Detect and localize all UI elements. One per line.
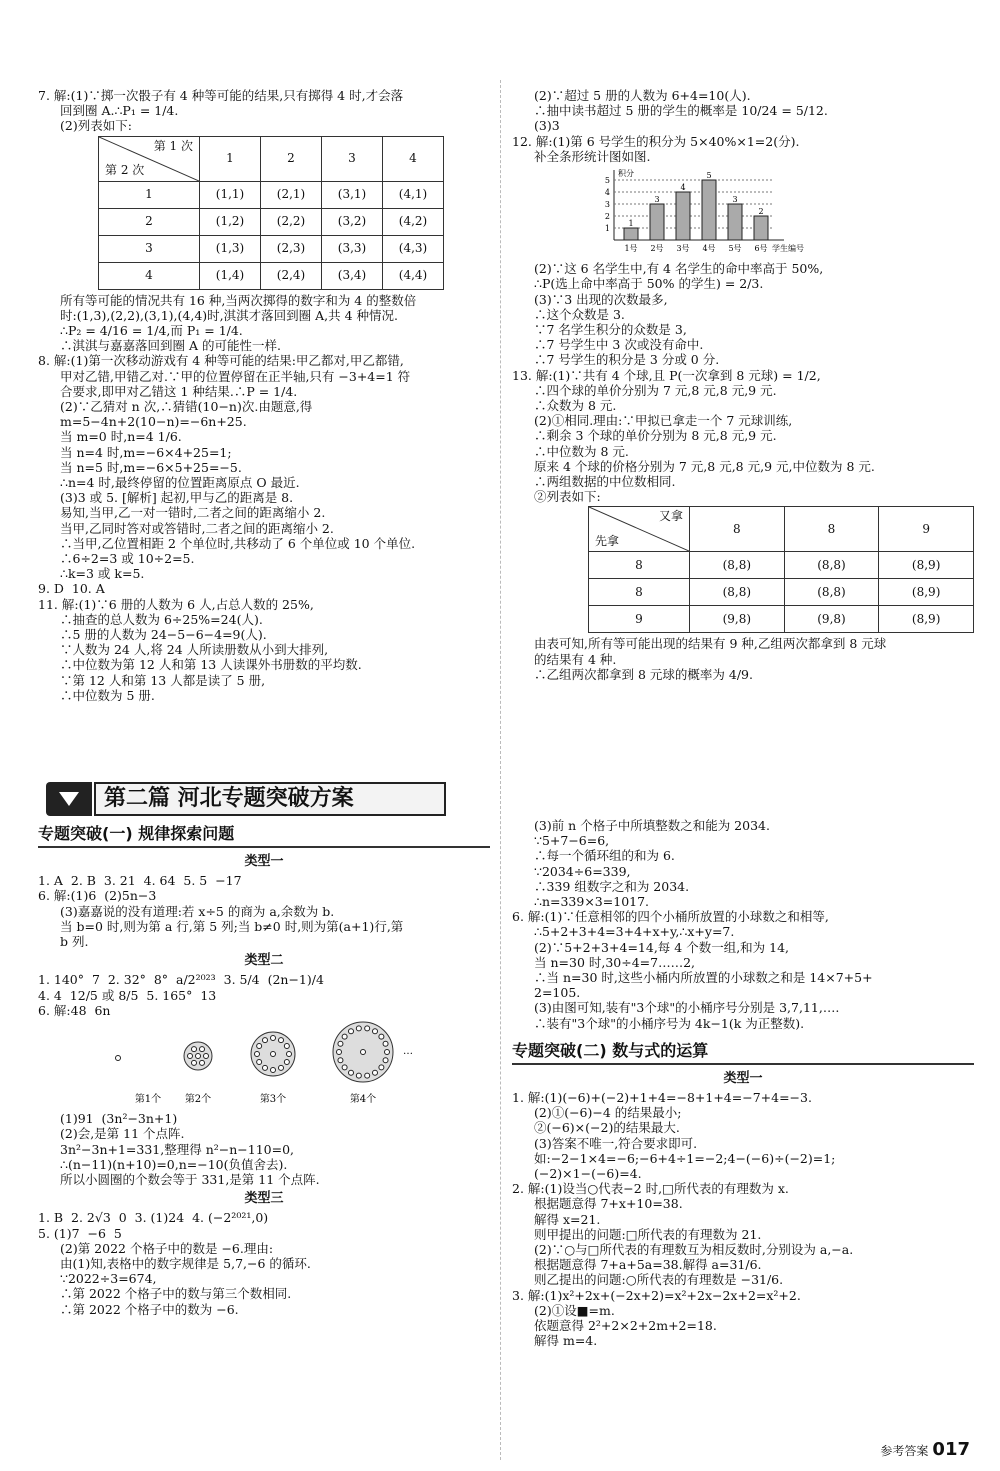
table-corner-cell [99, 136, 200, 181]
x-tick-label: 1号 [624, 244, 638, 254]
text-line: ∵2022÷3=674, [60, 1271, 157, 1287]
right-section-column [512, 818, 974, 1349]
text-line: 原来 4 个球的价格分别为 7 元,8 元,8 元,9 元,中位数为 8 元. [534, 458, 875, 474]
text-line: 所以小圆圈的个数会等于 331,是第 11 个点阵. [60, 1172, 320, 1188]
text-line: ∴剩余 3 个球的单价分别为 8 元,8 元,9 元. [534, 428, 777, 444]
text-line: ∴5+2+3+4=3+4+x+y,∴x+y=7. [534, 924, 735, 940]
figure-label: 第3个 [259, 1094, 287, 1106]
table-cell: (4,1) [383, 181, 444, 208]
text-line: (3)嘉嘉说的没有道理:若 x÷5 的商为 a,余数为 b. [60, 903, 335, 919]
text-line: 12. 解:(1)第 6 号学生的积分为 5×40%×1=2(分). [512, 133, 800, 149]
text-line: ∴(n−11)(n+10)=0,n=−10(负值舍去). [60, 1156, 288, 1172]
dot [383, 1058, 388, 1063]
type2-lines [38, 972, 490, 1018]
table-header-cell: 4 [383, 136, 444, 181]
text-line: ∴四个球的单价分别为 7 元,8 元,8 元,9 元. [534, 382, 777, 398]
text-line: ∴P₂ = 4/16 = 1/4,而 P₁ = 1/4. [60, 323, 243, 339]
table-cell: 9 [589, 606, 690, 633]
y-tick-label: 4 [604, 188, 610, 198]
table-cell: (1,1) [200, 181, 261, 208]
dot [284, 1060, 289, 1065]
text-line: 所有等可能的情况共有 16 种,当两次掷得的数字和为 4 的整数倍 [60, 292, 417, 308]
text-line: 2. 解:(1)设当○代表−2 时,□所代表的有理数为 x. [512, 1181, 789, 1197]
text-line: 当 n=30 时,30÷4=7……2, [534, 954, 696, 970]
text-line: ∵7 名学生积分的众数是 3, [534, 322, 687, 338]
table-cell: (8,8) [784, 579, 879, 606]
text-line: (1)91 (3n²−3n+1) [60, 1111, 178, 1127]
text-line: (2)∵超过 5 册的人数为 6+4=10(人). [534, 88, 751, 103]
text-line: 1. B 2. 2√3 0 3. (1)24 4. (−2²⁰²¹,0) [38, 1210, 269, 1226]
text-line: 当 b=0 时,则为第 a 行,第 5 列;当 b≠0 时,则为第(a+1)行,第 [60, 918, 404, 934]
dot [356, 1026, 361, 1031]
text-line: 13. 解:(1)∵共有 4 个球,且 P(一次拿到 8 元球) = 1/2, [512, 367, 821, 383]
left-mid-lines [38, 293, 490, 703]
text-line: 时:(1,3),(2,2),(3,1),(4,4)时,淇淇才落回到圈 A,共 4 种情况. [60, 307, 398, 323]
text-line: ∴乙组两次都拿到 8 元球的概率为 4/9. [534, 666, 753, 682]
text-line: (2)①(−6)−4 的结果最小; [534, 1105, 682, 1121]
dot [349, 1029, 354, 1034]
type-heading-2: 类型二 [244, 953, 284, 969]
text-line: 当 m=0 时,n=4 1/6. [60, 429, 182, 445]
bar-value-label: 5 [706, 171, 712, 181]
text-line: (2)∵这 6 名学生中,有 4 名学生的命中率高于 50%, [534, 261, 824, 277]
text-line: 5. (1)7 −6 5 [38, 1225, 122, 1241]
text-line: ∵2034÷6=339, [534, 863, 631, 879]
text-line: ∴当甲,乙位置相距 2 个单位时,共移动了 6 个单位或 10 个单位. [60, 535, 416, 551]
text-line: (3)答案不唯一,符合要求即可. [534, 1135, 698, 1151]
text-line: ∴7 号学生中 3 次或没有命中. [534, 337, 704, 353]
table-header-cell: 1 [200, 136, 261, 181]
page-number [880, 1438, 970, 1460]
text-line: 易知,当甲,乙一对一错时,二者之间的距离缩小 2. [60, 505, 326, 521]
text-line: ∴中位数为第 12 人和第 13 人读课外书册数的平均数. [60, 657, 362, 673]
text-line: 6. 解:(1)6 (2)5n−3 [38, 888, 157, 904]
y-tick-label: 5 [604, 176, 610, 186]
table-row [589, 579, 974, 606]
text-line: 1. A 2. B 3. 21 4. 64 5. 5 −17 [38, 873, 242, 889]
table-cell: 1 [99, 181, 200, 208]
text-line: ∴当 n=30 时,这些小桶内所放置的小球数之和是 14×7+5+ [534, 970, 873, 986]
text-line: 如:−2−1×4=−6;−6+4÷1=−2;4−(−6)÷(−2)=1; [534, 1150, 836, 1166]
dot [373, 1029, 378, 1034]
part-banner [46, 782, 446, 816]
table-cell: (8,9) [879, 579, 974, 606]
text-line: ∴两组数据的中位数相同. [534, 474, 676, 490]
dot [257, 1044, 262, 1049]
left-column [38, 88, 490, 703]
figure-label: 第2个 [184, 1094, 212, 1106]
text-line: (3)3 [534, 118, 560, 134]
table-dice [98, 136, 444, 290]
text-line: 4. 4 12/5 或 8/5 5. 165° 13 [38, 987, 217, 1003]
table-row [99, 262, 444, 289]
text-line: ∴中位数为 5 册. [60, 687, 155, 703]
text-line: (3)∵3 出现的次数最多, [534, 291, 668, 307]
dot [361, 1050, 366, 1055]
text-line: 1. 140° 7 2. 32° 8° a/2²⁰²³ 3. 5/4 (2n−1)/4 [38, 972, 324, 988]
text-line: (2)第 2022 个格子中的数是 −6.理由: [60, 1240, 274, 1256]
y-tick-label: 1 [604, 224, 610, 234]
table-row [589, 552, 974, 579]
table-cell: (4,3) [383, 235, 444, 262]
table-header-cell: 2 [261, 136, 322, 181]
table-header-cell: 3 [322, 136, 383, 181]
table-row [589, 606, 974, 633]
corner-top-label: 第 1 次 [153, 138, 193, 153]
figure-label: … [403, 1046, 413, 1058]
text-line: (−2)×1−(−6)=4. [534, 1166, 642, 1182]
text-line: 11. 解:(1)∵6 册的人数为 6 人,占总人数的 25%, [38, 596, 314, 612]
dot [279, 1038, 284, 1043]
page-num: 017 [932, 1438, 970, 1460]
text-line: (2)①相同.理由:∵甲拟已拿走一个 7 元球训练, [534, 413, 793, 429]
text-line: ∴k=3 或 k=5. [60, 566, 145, 582]
dot [188, 1054, 193, 1059]
text-line: 当甲,乙同时答对或答错时,二者之间的距离缩小 2. [60, 520, 334, 536]
dot [338, 1058, 343, 1063]
dot [349, 1070, 354, 1075]
dot [257, 1060, 262, 1065]
dot [263, 1038, 268, 1043]
text-line: 当 n=5 时,m=−6×5+25=−5. [60, 459, 242, 475]
text-line: ∴第 2022 个格子中的数为 −6. [60, 1301, 239, 1317]
dot [116, 1056, 121, 1061]
dot [338, 1041, 343, 1046]
right2-lines [512, 818, 974, 1031]
dot [204, 1054, 209, 1059]
text-line: 则乙提出的问题:○所代表的有理数是 −31/6. [534, 1272, 784, 1288]
table-cell: (1,2) [200, 208, 261, 235]
dot [196, 1054, 201, 1059]
dot [192, 1060, 197, 1065]
table-header-cell: 8 [784, 507, 879, 552]
dot [365, 1073, 370, 1078]
text-line: (2)∵○与□所代表的有理数互为相反数时,分别设为 a,−a. [534, 1242, 854, 1258]
y-tick-label: 3 [604, 200, 610, 210]
table-cell: (8,9) [879, 606, 974, 633]
dot [342, 1065, 347, 1070]
text-line: ∴抽中读书超过 5 册的学生的概率是 10/24 = 5/12. [534, 103, 828, 119]
left-top-lines [38, 88, 490, 134]
x-tick-label: 4号 [702, 244, 716, 254]
text-line: 的结果有 4 种. [534, 651, 617, 667]
text-line: ∵人数为 24 人,将 24 人所读册数从小到大排列, [60, 642, 329, 658]
text-line: ∴抽查的总人数为 6÷25%=24(人). [60, 611, 263, 627]
text-line: 合要求,即甲对乙错这 1 种结果.∴P = 1/4. [60, 383, 298, 399]
text-line: ∴第 2022 个格子中的数与第三个数相同. [60, 1286, 292, 1302]
dot [356, 1073, 361, 1078]
bar [650, 204, 664, 240]
table-corner-cell [589, 507, 690, 552]
corner-bottom-label: 第 2 次 [105, 163, 145, 178]
bar [754, 216, 768, 240]
text-line: 9. D 10. A [38, 581, 105, 597]
text-line: 解得 m=4. [534, 1333, 598, 1349]
table-cell: (8,8) [784, 552, 879, 579]
dot [373, 1070, 378, 1075]
bar-value-label: 4 [680, 183, 686, 193]
right-top-lines [512, 88, 974, 164]
text-line: 6. 解:48 6n [38, 1002, 111, 1018]
text-line: (3)前 n 个格子中所填整数之和能为 2034. [534, 818, 770, 833]
text-line: (2)列表如下: [60, 118, 132, 134]
x-axis-label: 学生编号 [772, 244, 804, 254]
dot [271, 1052, 276, 1057]
table-cell: (1,4) [200, 262, 261, 289]
dot [383, 1041, 388, 1046]
bar-value-label: 1 [628, 219, 634, 229]
text-line: 1. 解:(1)(−6)+(−2)+1+4=−8+1+4=−7+4=−3. [512, 1090, 812, 1106]
table-cell: (3,1) [322, 181, 383, 208]
dot [263, 1065, 268, 1070]
table-cell: (8,8) [690, 579, 785, 606]
table-cell: (9,8) [784, 606, 879, 633]
table-cell: (9,8) [690, 606, 785, 633]
dot [365, 1026, 370, 1031]
bar-value-label: 2 [758, 207, 764, 217]
bar [676, 192, 690, 240]
arrow-down-icon [46, 782, 92, 816]
dot [271, 1036, 276, 1041]
figure-label: 第4个 [349, 1094, 377, 1106]
text-line: (3)3 或 5. [解析] 起初,甲与乙的距离是 8. [60, 490, 294, 506]
corner-top-label: 又拿 [658, 509, 683, 524]
bar [728, 204, 742, 240]
text-line: 6. 解:(1)∵任意相邻的四个小桶所放置的小球数之和相等, [512, 909, 829, 925]
text-line: 解得 x=21. [534, 1211, 601, 1227]
x-tick-label: 2号 [650, 244, 664, 254]
table-cell: (4,2) [383, 208, 444, 235]
type-heading-4: 类型一 [723, 1070, 763, 1086]
table-cell: 2 [99, 208, 200, 235]
text-line: 由(1)知,表格中的数字规律是 5,7,−6 的循环. [60, 1256, 311, 1272]
figure-label: 第1个 [134, 1094, 162, 1106]
text-line: ∴中位数为 8 元. [534, 443, 629, 459]
corner-bottom-label: 先拿 [595, 534, 620, 549]
table-cell: (1,3) [200, 235, 261, 262]
text-line: ②(−6)×(−2)的结果最大. [534, 1120, 680, 1136]
text-line: 8. 解:(1)第一次移动游戏有 4 种等可能的结果:甲乙都对,甲乙都错, [38, 353, 404, 369]
type-heading-3: 类型三 [244, 1191, 284, 1207]
text-line: b 列. [60, 934, 89, 950]
right-column [512, 88, 974, 682]
text-line: (2)会,是第 11 个点阵. [60, 1126, 185, 1142]
table-cell: (8,8) [690, 552, 785, 579]
bar [702, 180, 716, 240]
text-line: ∴众数为 8 元. [534, 398, 617, 414]
text-line: (2)①设■=m. [534, 1302, 615, 1318]
right3-lines [512, 1090, 974, 1348]
bar-value-label: 3 [654, 195, 660, 205]
bar [624, 228, 638, 240]
table-cell: (3,3) [322, 235, 383, 262]
type1-lines [38, 873, 490, 949]
table-header-cell: 9 [879, 507, 974, 552]
text-line: 补全条形统计图如图. [534, 148, 651, 164]
dot [192, 1047, 197, 1052]
table-cell: (4,4) [383, 262, 444, 289]
banner-title: 第二篇 河北专题突破方案 [94, 782, 446, 816]
y-tick-label: 2 [604, 212, 610, 222]
table-cell: (2,1) [261, 181, 322, 208]
text-line: ∴7 号学生的积分是 3 分或 0 分. [534, 352, 720, 368]
dot [287, 1052, 292, 1057]
dot [379, 1034, 384, 1039]
text-line: ∴这个众数是 3. [534, 306, 625, 322]
text-line: 根据题意得 7+x+10=38. [534, 1196, 683, 1212]
text-line: ∴n=4 时,最终停留的位置距离原点 O 最近. [60, 475, 300, 491]
text-line: 2=105. [534, 985, 581, 1001]
section-title-2: 专题突破(二) 数与式的运算 [512, 1039, 974, 1065]
text-line: ②列表如下: [534, 489, 601, 505]
left-section-column [38, 822, 490, 1317]
right-bottom-lines [512, 636, 974, 682]
text-line: (2)∵乙猜对 n 次,∴猜错(10−n)次.由题意,得 [60, 399, 313, 415]
text-line: ∴6÷2=3 或 10÷2=5. [60, 551, 195, 567]
type3-lines [38, 1210, 490, 1316]
dot [385, 1050, 390, 1055]
right-mid-lines [512, 261, 974, 504]
dot [255, 1052, 260, 1057]
table-cell: (2,3) [261, 235, 322, 262]
text-line: 当 n=4 时,m=−6×4+25=1; [60, 444, 232, 460]
text-line: ∴每一个循环组的和为 6. [534, 848, 675, 864]
text-line: m=5−4n+2(10−n)=−6n+25. [60, 414, 247, 430]
dot [200, 1060, 205, 1065]
text-line: 3. 解:(1)x²+2x+(−2x+2)=x²+2x−2x+2=x²+2. [512, 1287, 801, 1303]
text-line: 根据题意得 7+a+5a=38.解得 a=31/6. [534, 1257, 762, 1273]
column-divider [500, 80, 501, 1460]
dot [279, 1065, 284, 1070]
text-line: ∴P(选上命中率高于 50% 的学生) = 2/3. [534, 276, 764, 292]
dot [200, 1047, 205, 1052]
text-line: 7. 解:(1)∵掷一次骰子有 4 种等可能的结果,只有掷得 4 时,才会落 [38, 88, 404, 103]
text-line: ∴5 册的人数为 24−5−6−4=9(人). [60, 627, 267, 643]
y-axis-label: 积分 [618, 169, 634, 179]
dot-pattern-figure [38, 1018, 490, 1108]
x-tick-label: 3号 [676, 244, 690, 254]
table-balls [588, 506, 974, 633]
text-line: (2)∵5+2+3+4=14,每 4 个数一组,和为 14, [534, 939, 790, 955]
table-row [99, 181, 444, 208]
dot [271, 1068, 276, 1073]
table-cell: 8 [589, 579, 690, 606]
dot [342, 1034, 347, 1039]
text-line: 由表可知,所有等可能出现的结果有 9 种,乙组两次都拿到 8 元球 [534, 636, 887, 652]
text-line: 依题意得 2²+2×2+2m+2=18. [534, 1318, 717, 1334]
x-tick-label: 5号 [728, 244, 742, 254]
text-line: ∵5+7−6=6, [534, 833, 610, 849]
dot [379, 1065, 384, 1070]
text-line: 3n²−3n+1=331,整理得 n²−n−110=0, [60, 1141, 295, 1157]
table-header-cell: 8 [690, 507, 785, 552]
page-label: 参考答案 [880, 1443, 929, 1458]
table-cell: (2,2) [261, 208, 322, 235]
table-cell: 4 [99, 262, 200, 289]
table-cell: 8 [589, 552, 690, 579]
text-line: 甲对乙错,甲错乙对.∵甲的位置停留在正半轴,只有 −3+4=1 符 [60, 368, 411, 384]
bar-value-label: 3 [732, 195, 738, 205]
text-line: (3)由图可知,装有"3个球"的小桶序号分别是 3,7,11,…. [534, 1000, 840, 1016]
table-cell: (2,4) [261, 262, 322, 289]
type-heading-1: 类型一 [244, 854, 284, 869]
section-title-1: 专题突破(一) 规律探索问题 [38, 822, 490, 848]
text-line: 回到圈 A.∴P₁ = 1/4. [60, 103, 179, 119]
table-row [99, 235, 444, 262]
type2-after-lines [38, 1111, 490, 1187]
text-line: ∴339 组数字之和为 2034. [534, 878, 690, 894]
table-cell: (3,2) [322, 208, 383, 235]
text-line: ∴装有"3个球"的小桶序号为 4k−1(k 为正整数). [534, 1015, 805, 1031]
table-row [99, 208, 444, 235]
dot [337, 1050, 342, 1055]
text-line: ∵第 12 人和第 13 人都是读了 5 册, [60, 672, 266, 688]
table-cell: (3,4) [322, 262, 383, 289]
text-line: 则甲提出的问题:□所代表的有理数为 21. [534, 1226, 762, 1242]
x-tick-label: 6号 [754, 244, 768, 254]
text-line: ∴淇淇与嘉嘉落回到圈 A 的可能性一样. [60, 338, 281, 354]
dot [284, 1044, 289, 1049]
bar-chart [592, 164, 812, 258]
table-cell: 3 [99, 235, 200, 262]
text-line: ∴n=339×3=1017. [534, 894, 650, 910]
table-cell: (8,9) [879, 552, 974, 579]
